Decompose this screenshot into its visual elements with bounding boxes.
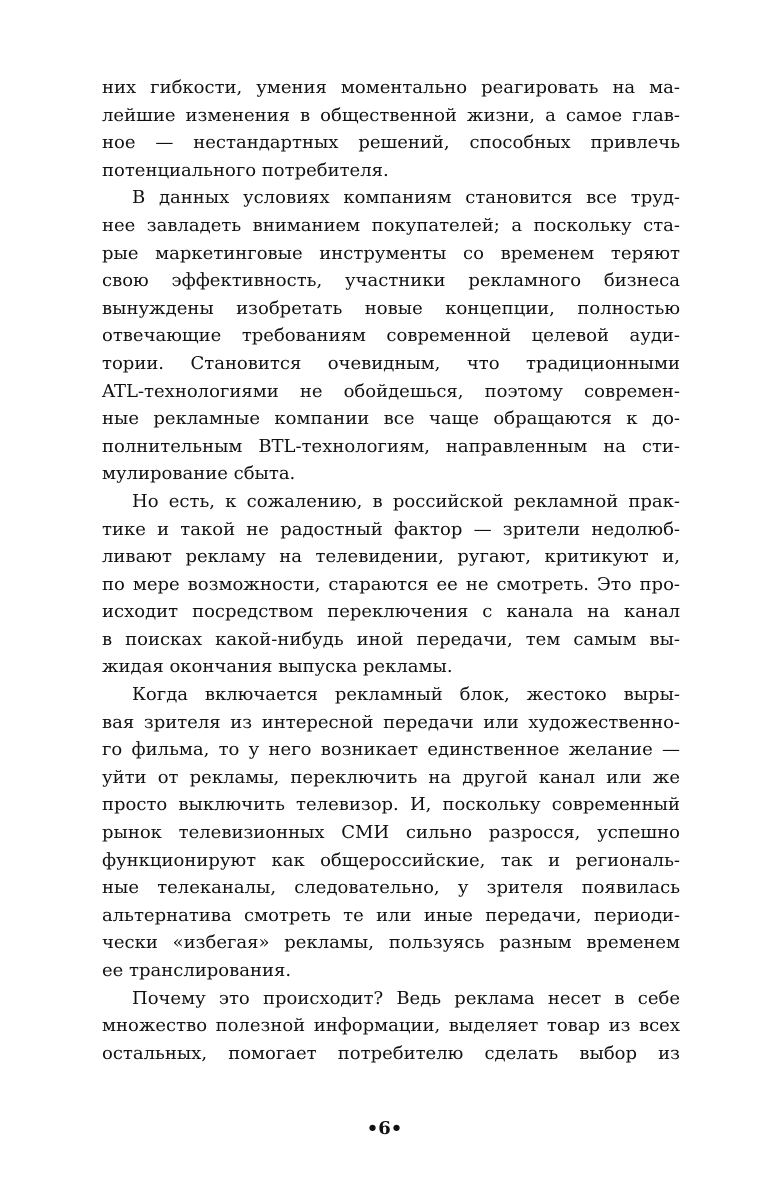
text-line: альтернатива смотреть те или иные передачи, периоди- <box>102 904 680 926</box>
text-line: по мере возможности, стараются ее не смотреть. Это про- <box>102 573 680 595</box>
text-line: потенциального потребителя. <box>102 159 389 181</box>
text-line: жидая окончания выпуска рекламы. <box>102 656 453 678</box>
text-line: свою эффективность, участники рекламного бизнеса <box>102 270 680 292</box>
text-line: множество полезной информации, выделяет товар из всех <box>102 1015 680 1037</box>
text-line: ATL-технологиями не обойдешься, поэтому современ- <box>102 380 680 402</box>
text-line: ное — нестандартных решений, способных привлечь <box>102 132 680 154</box>
text-line: рынок телевизионных СМИ сильно разросся, успешно <box>102 822 680 844</box>
text-line: Но есть, к сожалению, в российской рекламной прак- <box>132 490 680 512</box>
paragraph <box>102 74 680 184</box>
text-line: остальных, помогает потребителю сделать выбор из <box>102 1042 680 1064</box>
text-line: тике и такой не радостный фактор — зрители недолюб- <box>102 518 680 540</box>
text-line: Когда включается рекламный блок, жестоко выры- <box>132 684 680 706</box>
paragraph <box>102 681 680 985</box>
text-line: ее транслирования. <box>102 960 292 981</box>
text-line: тории. Становится очевидным, что традиционными <box>102 352 680 374</box>
text-line: мулирование сбыта. <box>102 463 296 485</box>
text-line: го фильма, то у него возникает единственное желание — <box>102 739 680 761</box>
text-line: них гибкости, умения моментально реагировать на ма- <box>102 77 680 98</box>
text-line: нее завладеть вниманием покупателей; а поскольку ста- <box>102 214 680 236</box>
text-line: ные телеканалы, следовательно, у зрителя появилась <box>102 877 680 899</box>
paragraph <box>102 985 680 1068</box>
text-line: полнительным BTL-технологиям, направленным на сти- <box>102 435 680 457</box>
text-line: В данных условиях компаниям становится все труд- <box>132 187 680 209</box>
text-line: лейшие изменения в общественной жизни, а самое глав- <box>102 104 680 126</box>
text-line: уйти от рекламы, переключить на другой канал или же <box>102 766 680 788</box>
text-line: исходит посредством переключения с канала на канал <box>102 601 680 623</box>
paragraph <box>102 488 680 681</box>
text-line: рые маркетинговые инструменты со временем теряют <box>102 242 680 264</box>
page-number: •6• <box>366 1118 403 1139</box>
page-body <box>102 74 680 1067</box>
text-line: ные рекламные компании все чаще обращаются к до- <box>102 408 680 430</box>
text-line: вынуждены изобретать новые концепции, полностью <box>102 297 680 319</box>
text-line: отвечающие требованиям современной целевой ауди- <box>102 325 680 347</box>
text-line: вая зрителя из интересной передачи или художественно- <box>102 711 680 733</box>
text-line: Почему это происходит? Ведь реклама несет в себе <box>132 987 680 1009</box>
text-line: просто выключить телевизор. И, поскольку современный <box>102 794 680 816</box>
text-line: в поисках какой-нибудь иной передачи, тем самым вы- <box>102 628 680 650</box>
text-line: ливают рекламу на телевидении, ругают, критикуют и, <box>102 546 680 568</box>
paragraph <box>102 184 680 488</box>
text-line: функционируют как общероссийские, так и региональ- <box>102 849 680 871</box>
text-line: чески «избегая» рекламы, пользуясь разным временем <box>102 932 680 954</box>
